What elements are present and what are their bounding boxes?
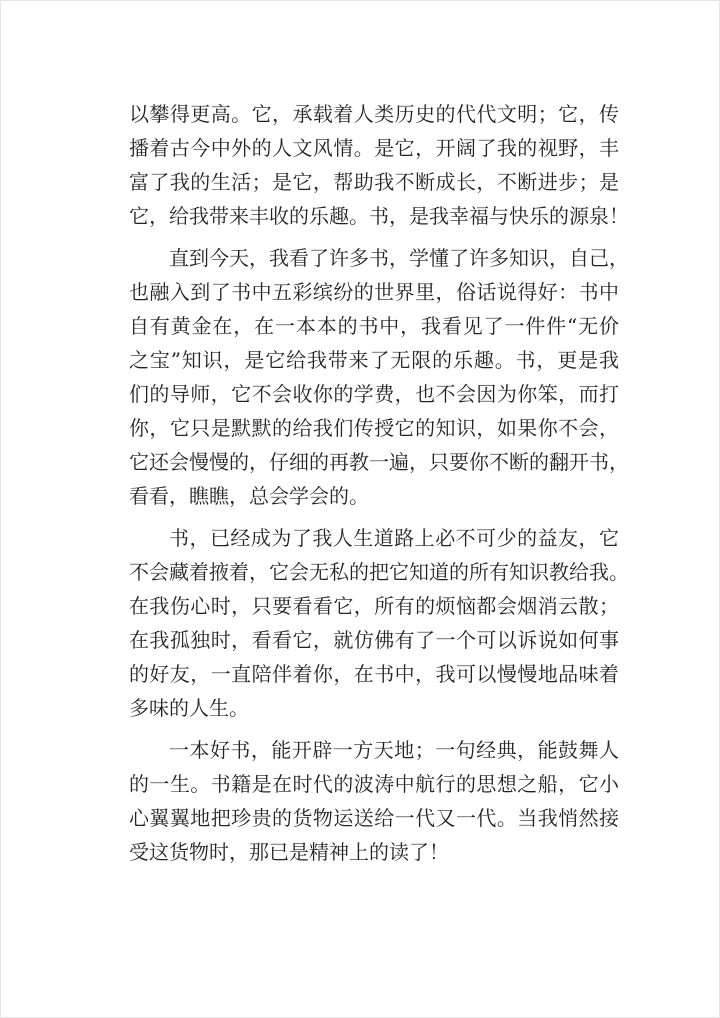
text-line: 之宝”知识，是它给我带来了无限的乐趣。书，更是我: [129, 348, 619, 372]
paragraph-2: [129, 241, 629, 513]
text-line: 以攀得更高。它，承载着人类历史的代代文明；它，传: [129, 102, 619, 126]
text-line: 看看，瞧瞧，总会学会的。: [129, 484, 369, 508]
text-line: 播着古今中外的人文风情。是它，开阔了我的视野，丰: [129, 136, 619, 160]
text-line: 自有黄金在，在一本本的书中，我看见了一件件“无价: [129, 314, 619, 338]
text-line: 多味的人生。: [129, 696, 249, 720]
text-line: 心翼翼地把珍贵的货物运送给一代又一代。当我悄然接: [129, 806, 619, 830]
text-line: 们的导师，它不会收你的学费，也不会因为你笨，而打: [129, 382, 619, 406]
text-line: 你，它只是默默的给我们传授它的知识，如果你不会，: [129, 416, 619, 440]
text-line: 它，给我带来丰收的乐趣。书，是我幸福与快乐的源泉！: [129, 204, 629, 228]
text-line: 直到今天，我看了许多书，学懂了许多知识，自己，: [169, 246, 629, 270]
text-line: 书，已经成为了我人生道路上必不可少的益友，它: [169, 526, 619, 550]
paragraph-4: [129, 733, 619, 869]
text-line: 的好友，一直陪伴着你，在书中，我可以慢慢地品味着: [129, 662, 619, 686]
text-line: 它还会慢慢的，仔细的再教一遍，只要你不断的翻开书，: [129, 450, 629, 474]
text-line: 一本好书，能开辟一方天地；一句经典，能鼓舞人: [169, 738, 619, 762]
text-line: 不会藏着掖着，它会无私的把它知道的所有知识教给我。: [129, 560, 629, 584]
text-line: 受这货物时，那已是精神上的读了！: [129, 840, 449, 864]
text-line: 的一生。书籍是在时代的波涛中航行的思想之船，它小: [129, 772, 619, 796]
paragraph-1: [129, 97, 629, 233]
text-line: 在我伤心时，只要看看它，所有的烦恼都会烟消云散；: [129, 594, 619, 618]
text-line: 富了我的生活；是它，帮助我不断成长，不断进步；是: [129, 170, 619, 194]
document-body: [129, 97, 629, 877]
text-line: 也融入到了书中五彩缤纷的世界里，俗话说得好：书中: [129, 280, 619, 304]
text-line: 在我孤独时，看看它，就仿佛有了一个可以诉说如何事: [129, 628, 619, 652]
paragraph-3: [129, 521, 629, 725]
